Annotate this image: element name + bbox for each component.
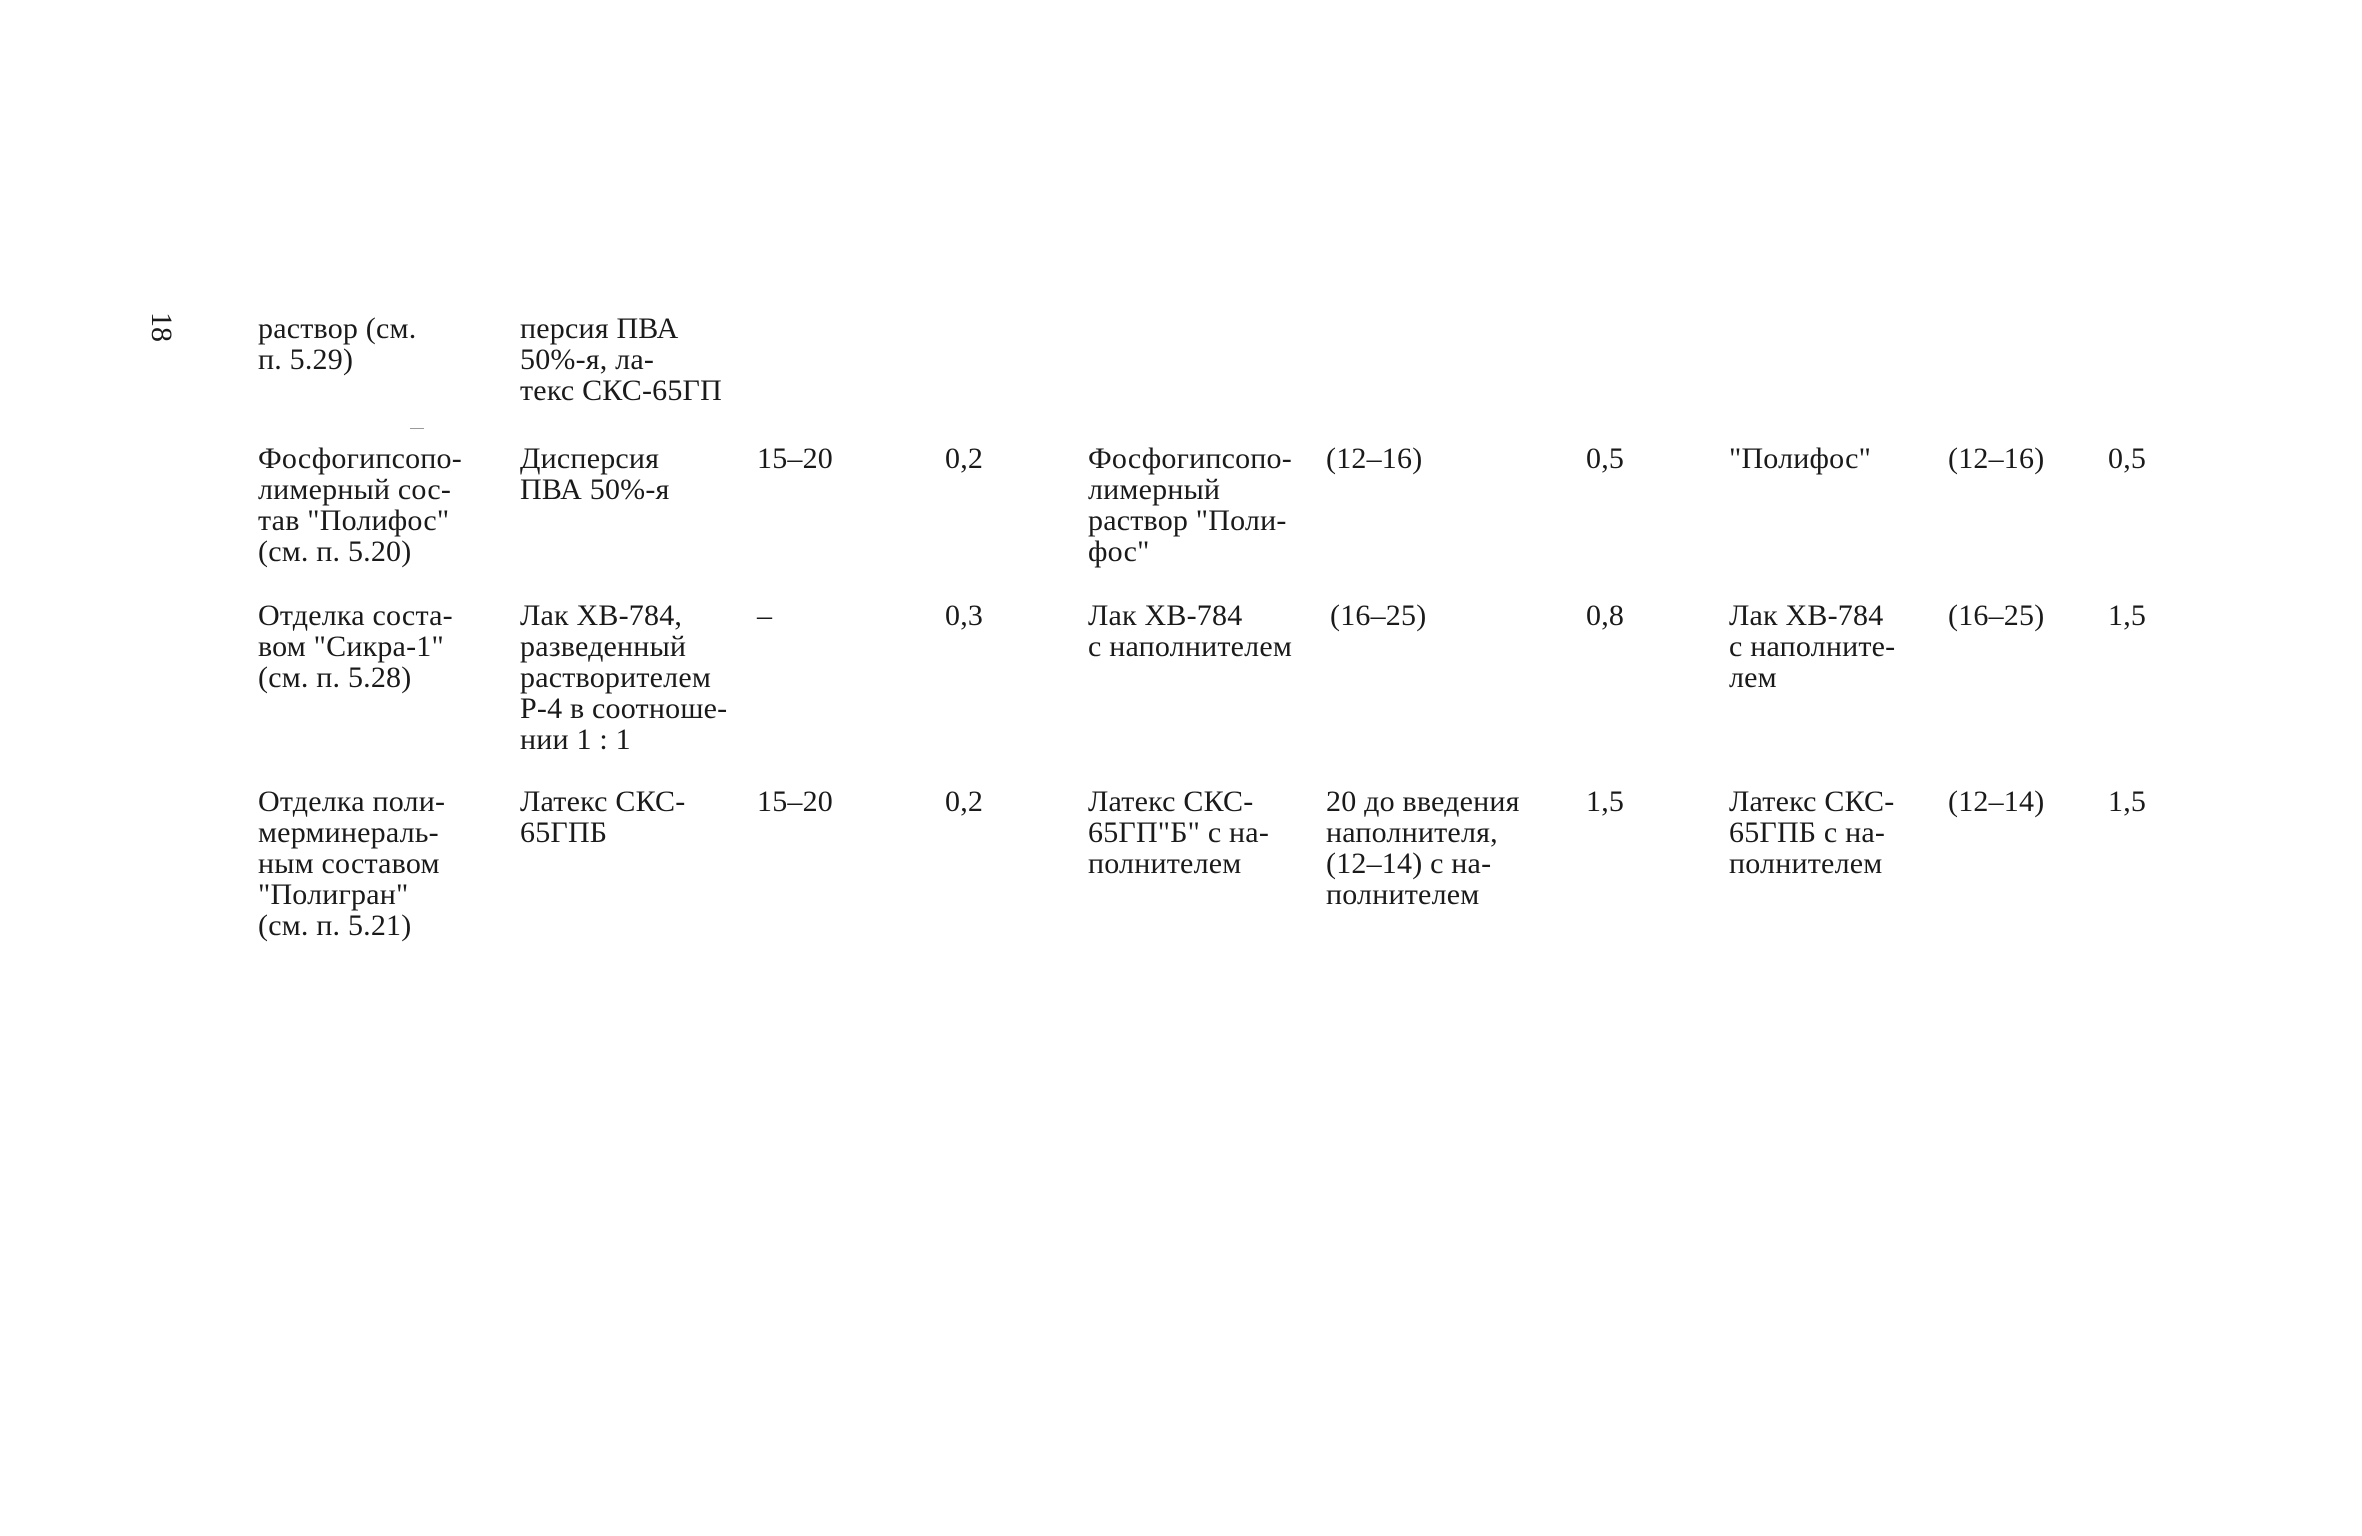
table-cell-material: Отделка поли- мерминераль- ным составом "Полигран" (см. п. 5.21) [258, 785, 446, 942]
table-cell-composition-3: Латекс СКС- 65ГПБ с на- полнителем [1729, 785, 1895, 880]
table-cell-consumption-2: 20 до введения наполнителя, (12–14) с на- полнителем [1326, 785, 1520, 911]
table-cell-thickness-3: 1,5 [2108, 785, 2147, 818]
table-cell-composition-3: "Полифос" [1729, 442, 1872, 475]
table-cell-thickness-1: 0,2 [945, 785, 984, 818]
separator-line [410, 428, 424, 429]
table-cell-material: раствор (см. п. 5.29) [258, 312, 417, 376]
page-number: 18 [145, 312, 178, 342]
table-cell-composition-2: Латекс СКС- 65ГП"Б" с на- полнителем [1088, 785, 1270, 880]
table-cell-composition-2: Лак ХВ-784 с наполнителем [1088, 599, 1293, 663]
table-cell-binder-consumption: 15–20 [757, 442, 833, 475]
table-cell-consumption-2: (16–25) [1330, 599, 1427, 632]
table-cell-material: Фосфогипсопо- лимерный сос- тав "Полифос" (см. п. 5.20) [258, 442, 462, 568]
table-cell-thickness-2: 1,5 [1586, 785, 1625, 818]
table-cell-binder-consumption: – [757, 599, 773, 632]
table-cell-binder: Лак ХВ-784, разведенный растворителем Р-4 в соотноше- нии 1 : 1 [520, 599, 728, 756]
table-cell-thickness-3: 0,5 [2108, 442, 2147, 475]
table-cell-thickness-3: 1,5 [2108, 599, 2147, 632]
table-cell-binder: персия ПВА 50%-я, ла- текс СКС-65ГП [520, 312, 722, 407]
table-cell-consumption-3: (12–14) [1948, 785, 2045, 818]
table-cell-binder: Дисперсия ПВА 50%-я [520, 442, 670, 506]
table-cell-consumption-3: (12–16) [1948, 442, 2045, 475]
table-cell-composition-3: Лак ХВ-784 с наполните- лем [1729, 599, 1896, 694]
table-cell-thickness-2: 0,5 [1586, 442, 1625, 475]
table-cell-thickness-1: 0,2 [945, 442, 984, 475]
table-cell-material: Отделка соста- вом "Сикра-1" (см. п. 5.28) [258, 599, 453, 694]
table-cell-binder: Латекс СКС- 65ГПБ [520, 785, 686, 849]
table-cell-consumption-2: (12–16) [1326, 442, 1423, 475]
table-cell-thickness-2: 0,8 [1586, 599, 1625, 632]
table-cell-composition-2: Фосфогипсопо- лимерный раствор "Поли- фос" [1088, 442, 1292, 568]
table-cell-binder-consumption: 15–20 [757, 785, 833, 818]
table-cell-thickness-1: 0,3 [945, 599, 984, 632]
table-cell-consumption-3: (16–25) [1948, 599, 2045, 632]
